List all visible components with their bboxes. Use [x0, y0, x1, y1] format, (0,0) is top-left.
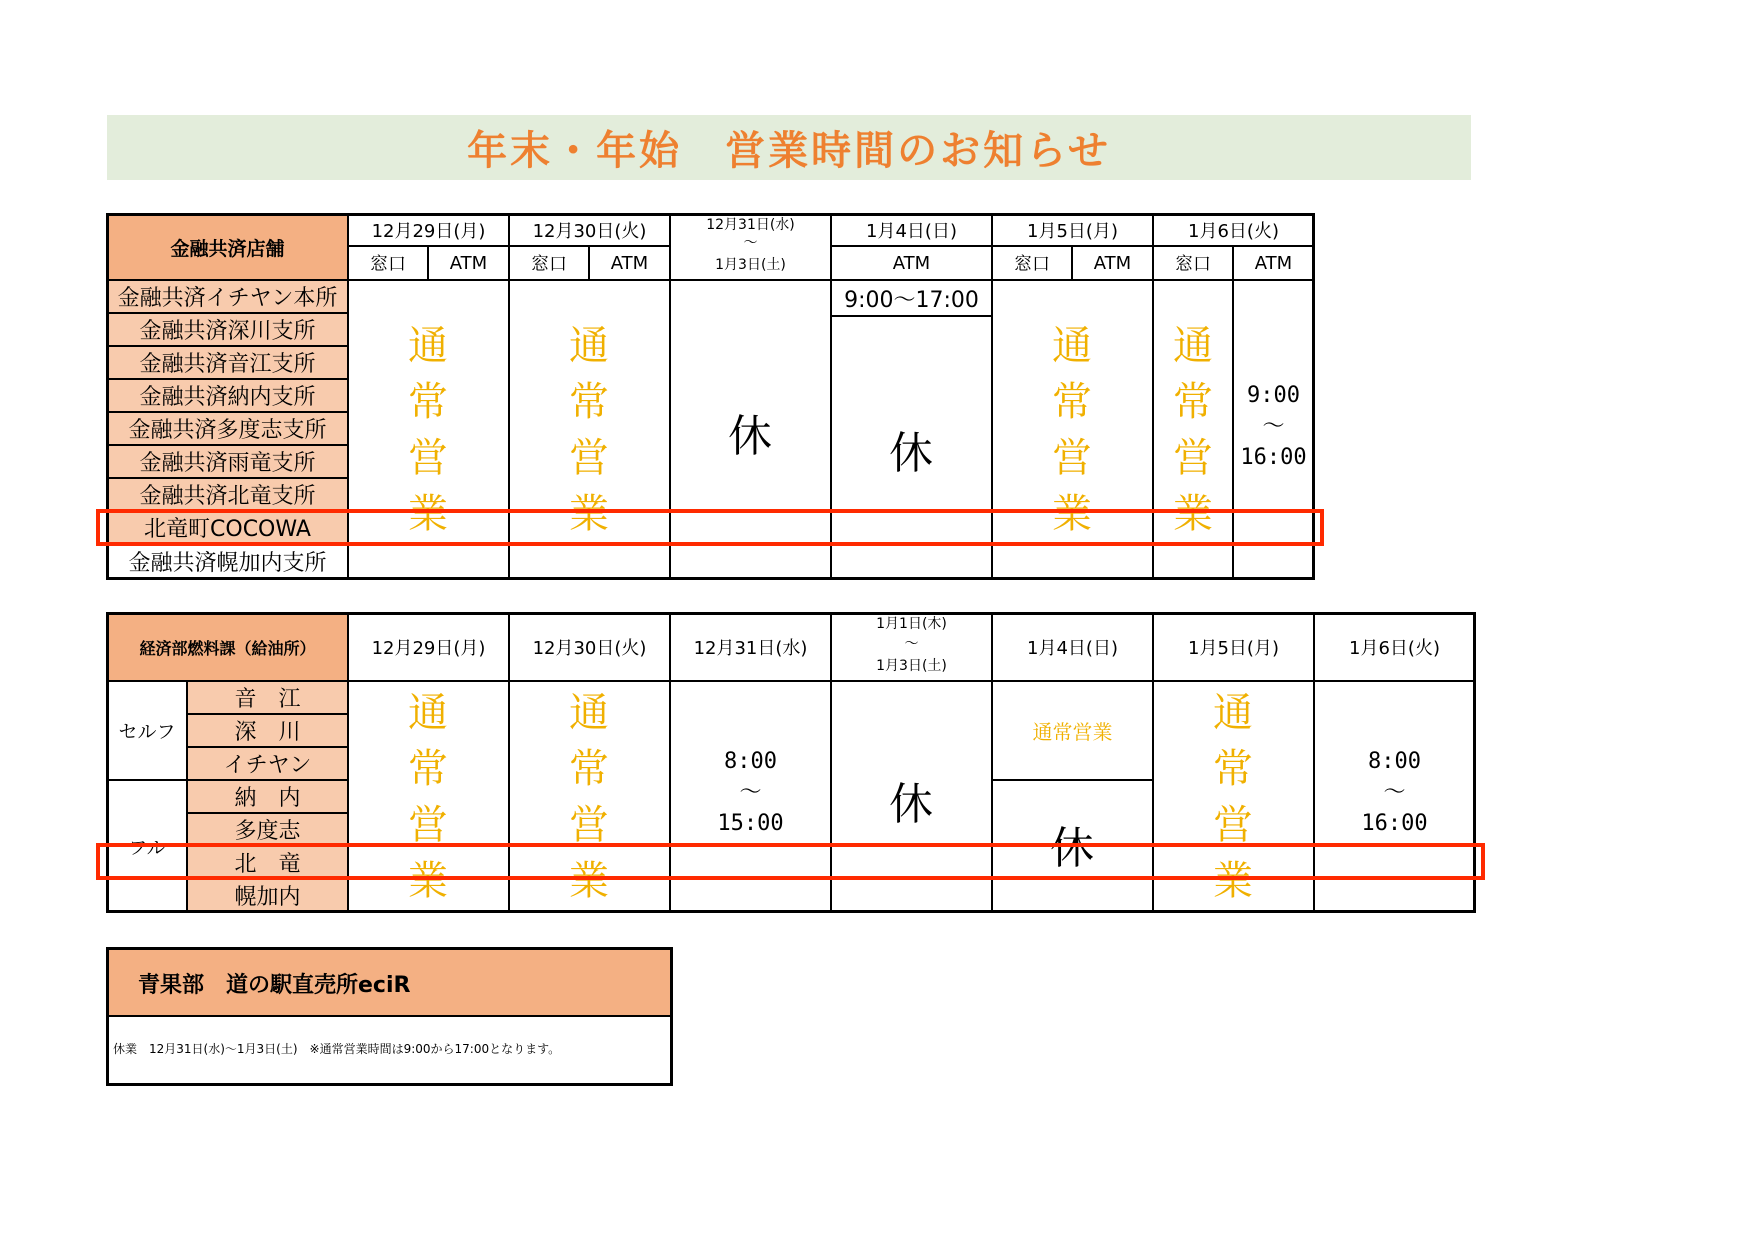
fuel-date-jan6: 1月6日(火)	[1314, 613, 1475, 681]
char: 業	[408, 491, 448, 537]
finance-date-dec30: 12月30日(火)	[509, 214, 670, 246]
finance-jan6-atm-last	[1233, 544, 1314, 579]
highlight-cocowa	[96, 509, 1324, 546]
station-osamunai: 納 内	[187, 780, 348, 813]
finance-dec31-body	[670, 280, 831, 511]
store-ichiyan: 金融共済イチヤン本所	[107, 280, 348, 313]
finance-date-jan6: 1月6日(火)	[1153, 214, 1314, 246]
time-sep: ～	[739, 780, 762, 805]
station-horokanai: 幌加内	[187, 879, 348, 912]
fuel-closed-jan4: 休	[1050, 823, 1094, 874]
page-title: 年末・年始 営業時間のお知らせ	[467, 128, 1111, 174]
group-full: フル	[107, 780, 187, 912]
sub-atm-dec29: ATM	[428, 246, 509, 280]
char: 常	[1213, 746, 1253, 792]
sub-atm-jan6: ATM	[1233, 246, 1314, 280]
fuel-closed-jan1: 休	[889, 779, 933, 830]
char: 通	[1052, 323, 1092, 369]
finance-date-tilde: ～	[743, 235, 758, 251]
store-tadoshi: 金融共済多度志支所	[107, 412, 348, 445]
store-otoe: 金融共済音江支所	[107, 346, 348, 379]
finance-closed-jan4: 休	[889, 428, 933, 479]
finance-date-jan3: 1月3日(土)	[715, 257, 786, 273]
sub-window-dec30: 窓口	[509, 246, 589, 280]
finance-date-jan4: 1月4日(日)	[831, 214, 992, 246]
char: 営	[569, 435, 609, 481]
char: 営	[1213, 802, 1253, 848]
char: 営	[1173, 435, 1213, 481]
fuel-header: 経済部燃料課（給油所）	[107, 613, 348, 681]
produce-note: 休業 12月31日(水)～1月3日(土) ※通常営業時間は9:00から17:00となります。	[113, 1042, 561, 1056]
char: 業	[408, 858, 448, 904]
fuel-date-dec30: 12月30日(火)	[509, 613, 670, 681]
char: 常	[1052, 379, 1092, 425]
finance-jan6-atm-time	[1233, 380, 1314, 473]
store-fukagawa: 金融共済深川支所	[107, 313, 348, 346]
char: 常	[408, 379, 448, 425]
finance-dec31-last	[670, 544, 831, 579]
station-tadoshi: 多度志	[187, 813, 348, 846]
finance-jan4-time: 9:00～17:00	[831, 280, 992, 316]
sub-atm-jan4: ATM	[831, 246, 992, 280]
time-start: 8:00	[724, 749, 777, 774]
finance-dec29-last	[348, 544, 509, 579]
fuel-jan6-time	[1314, 746, 1475, 839]
group-self: セルフ	[107, 681, 187, 780]
store-uryu: 金融共済雨竜支所	[107, 445, 348, 478]
sub-atm-dec30: ATM	[589, 246, 670, 280]
char: 通	[569, 323, 609, 369]
time-end: 16:00	[1240, 445, 1307, 470]
produce-header: 青果部 道の駅直売所eciR	[138, 973, 411, 998]
fuel-jan4-last	[992, 879, 1153, 912]
fuel-jan1-last	[831, 879, 992, 912]
finance-jan4-body	[831, 316, 992, 511]
sub-window-jan5: 窓口	[992, 246, 1072, 280]
finance-date-dec31-jan3	[670, 214, 831, 280]
finance-date-dec29: 12月29日(月)	[348, 214, 509, 246]
fuel-date-dec31: 12月31日(水)	[670, 613, 831, 681]
fuel-jan4-normal: 通常営業	[992, 681, 1153, 780]
char: 常	[569, 746, 609, 792]
fuel-date-jan1: 1月1日(木)	[876, 616, 947, 632]
char: 業	[569, 491, 609, 537]
finance-jan5-last	[992, 544, 1153, 579]
char: 営	[408, 802, 448, 848]
title-band	[107, 115, 1471, 180]
fuel-date-jan5: 1月5日(月)	[1153, 613, 1314, 681]
char: 営	[1052, 435, 1092, 481]
finance-jan4-last	[831, 544, 992, 579]
finance-jan6-window-last	[1153, 544, 1233, 579]
char: 通	[1173, 323, 1213, 369]
char: 業	[1052, 491, 1092, 537]
highlight-hokuryu	[96, 843, 1485, 880]
finance-date-jan5: 1月5日(月)	[992, 214, 1153, 246]
produce-body	[107, 1016, 672, 1085]
char: 常	[1173, 379, 1213, 425]
fuel-dec31-time	[670, 746, 831, 839]
char: 業	[1213, 858, 1253, 904]
finance-header: 金融共済店舗	[107, 214, 348, 280]
produce-header-bg	[107, 948, 672, 1016]
station-fukagawa: 深 川	[187, 714, 348, 747]
store-cocowa: 北竜町COCOWA	[107, 511, 348, 544]
finance-closed-dec31: 休	[728, 411, 772, 462]
sub-atm-jan5: ATM	[1072, 246, 1153, 280]
fuel-dec31-last	[670, 879, 831, 912]
char: 通	[408, 323, 448, 369]
sub-window-dec29: 窓口	[348, 246, 428, 280]
fuel-date-jan3: 1月3日(土)	[876, 658, 947, 674]
char: 通	[569, 690, 609, 736]
time-start: 8:00	[1368, 749, 1421, 774]
finance-dec30-last	[509, 544, 670, 579]
fuel-date-jan4: 1月4日(日)	[992, 613, 1153, 681]
char: 営	[408, 435, 448, 481]
char: 常	[569, 379, 609, 425]
time-sep: ～	[1383, 780, 1406, 805]
station-otoe: 音 江	[187, 681, 348, 714]
store-horokanai: 金融共済幌加内支所	[107, 544, 348, 579]
station-ichiyan: イチヤン	[187, 747, 348, 780]
store-osamunai: 金融共済納内支所	[107, 379, 348, 412]
char: 営	[569, 802, 609, 848]
time-end: 16:00	[1361, 811, 1428, 836]
char: 業	[569, 858, 609, 904]
char: 通	[408, 690, 448, 736]
time-start: 9:00	[1247, 383, 1300, 408]
fuel-date-jan1-jan3	[831, 613, 992, 681]
fuel-date-dec29: 12月29日(月)	[348, 613, 509, 681]
station-hokuryu: 北 竜	[187, 846, 348, 879]
char: 常	[408, 746, 448, 792]
fuel-jan6-last	[1314, 879, 1475, 912]
char: 通	[1213, 690, 1253, 736]
time-sep: ～	[1262, 414, 1285, 439]
sub-window-jan6: 窓口	[1153, 246, 1233, 280]
time-end: 15:00	[717, 811, 784, 836]
char: 業	[1173, 491, 1213, 537]
fuel-date-tilde: ～	[904, 636, 919, 652]
finance-date-dec31: 12月31日(水)	[706, 217, 795, 233]
store-hokuryu: 金融共済北竜支所	[107, 478, 348, 511]
